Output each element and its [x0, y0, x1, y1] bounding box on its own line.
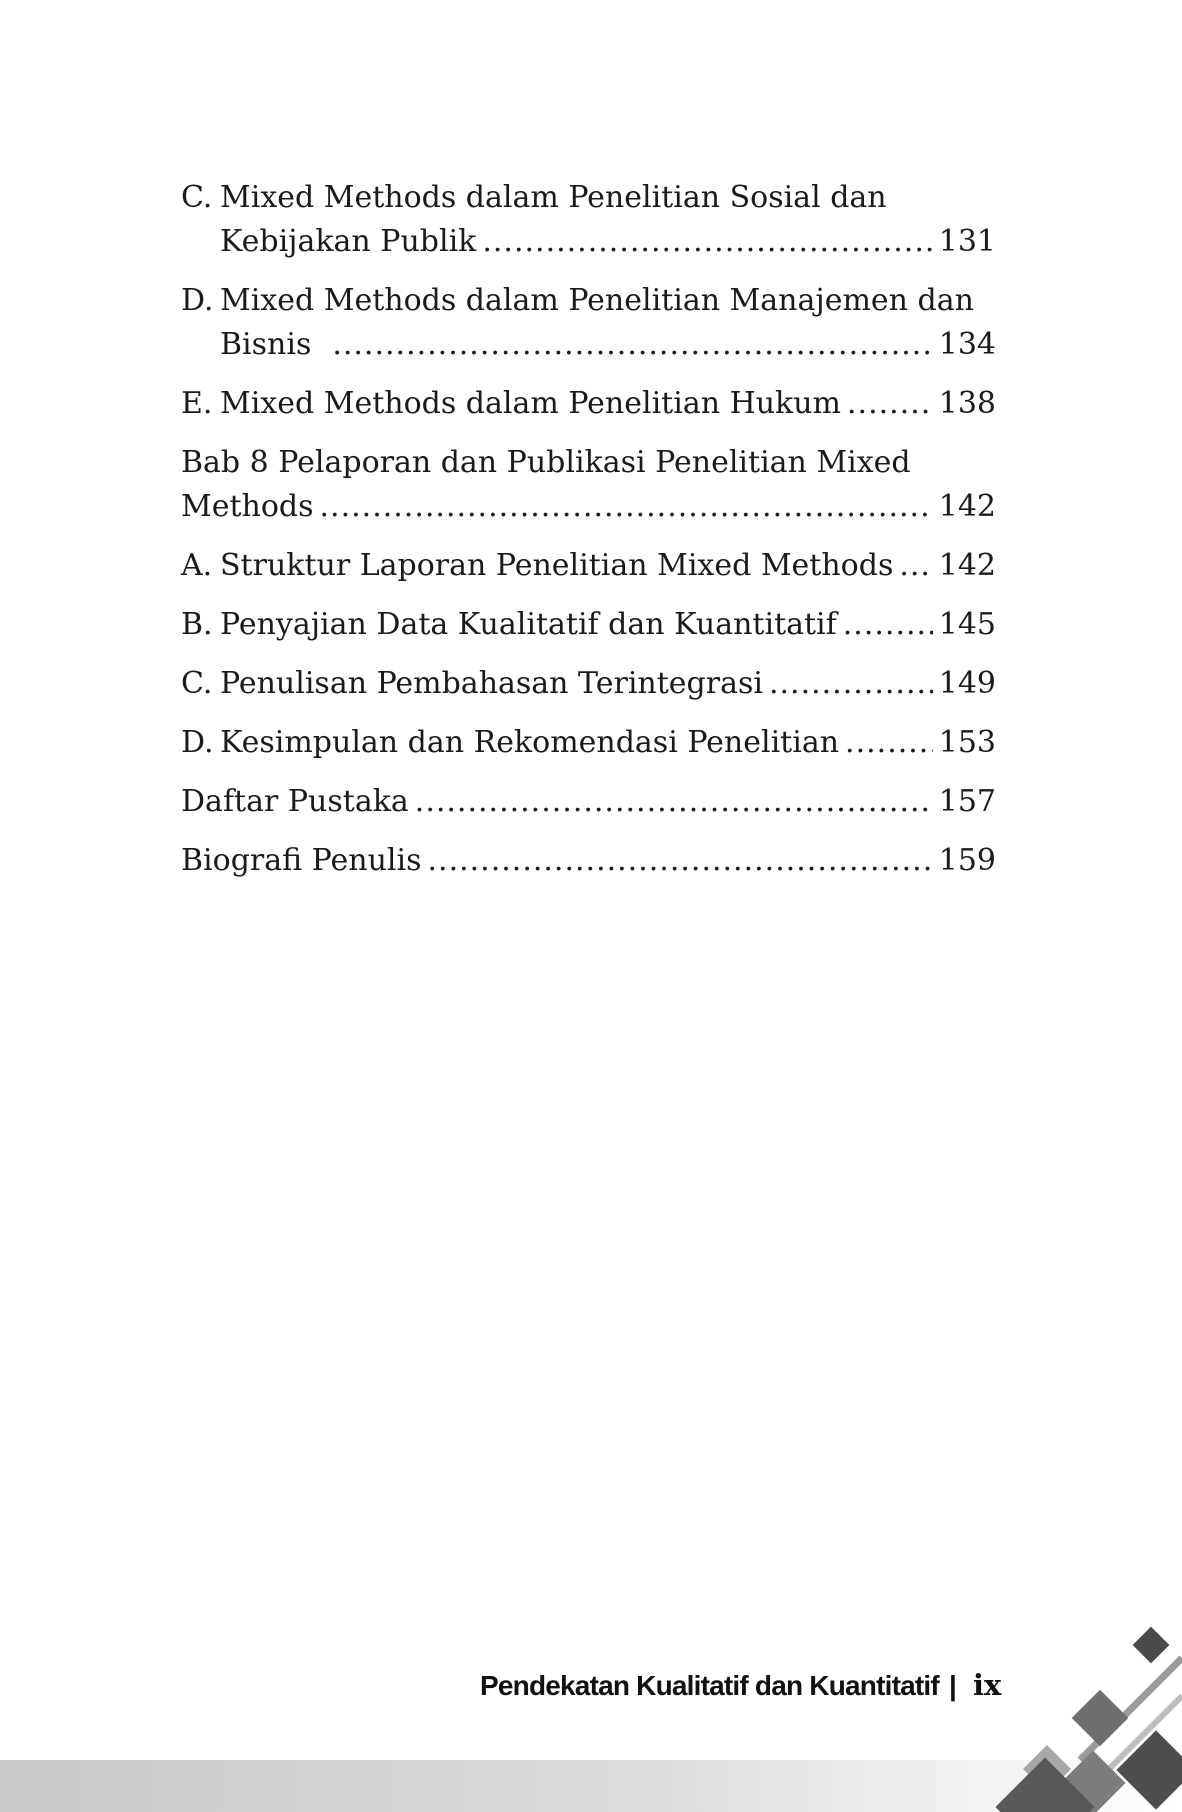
toc-page-number: 134 [938, 327, 996, 362]
toc-title-cont: Bisnis [220, 327, 312, 362]
toc-page-number: 142 [938, 548, 996, 583]
toc-letter: C. [181, 666, 213, 701]
toc-title: Biografi Penulis [181, 843, 422, 878]
toc-title: Daftar Pustaka [181, 784, 409, 819]
toc-title: Mixed Methods dalam Penelitian Manajemen dan [220, 283, 974, 318]
footer-book-title: Pendekatan Kualitatif dan Kuantitatif [480, 1670, 939, 1701]
toc-chapter-title: Bab 8 Pelaporan dan Publikasi Penelitian Mixed [181, 445, 911, 480]
toc-title: Kesimpulan dan Rekomendasi Penelitian [220, 725, 840, 760]
diamond-shape [1116, 1730, 1182, 1809]
toc-title: Penulisan Pembahasan Terintegrasi [220, 666, 763, 701]
toc-letter: A. [181, 548, 213, 583]
toc-letter: E. [181, 386, 213, 421]
toc-page-number: 131 [938, 224, 996, 259]
toc-title: Mixed Methods dalam Penelitian Sosial dan [220, 180, 887, 215]
toc-page-number: 138 [938, 386, 996, 421]
toc-letter: C. [181, 180, 213, 215]
toc-letter: B. [181, 607, 213, 642]
footer-separator: | [949, 1670, 957, 1701]
diamond-shape [1133, 1627, 1170, 1664]
toc-title-cont: Kebijakan Publik [220, 224, 477, 259]
toc-page-number: 145 [938, 607, 996, 642]
toc-title: Struktur Laporan Penelitian Mixed Methods [220, 548, 894, 583]
diamond-shape [1072, 1690, 1129, 1747]
toc-page-number: 149 [938, 666, 996, 701]
toc-letter: D. [181, 725, 214, 760]
toc-letter: D. [181, 283, 214, 318]
toc-page-number: 157 [938, 784, 996, 819]
toc-page-number: 153 [938, 725, 996, 760]
footer-page-number: ix [973, 1668, 1002, 1702]
toc-chapter-title-cont: Methods [181, 489, 314, 524]
toc-page-number: 142 [938, 489, 996, 524]
toc-title: Penyajian Data Kualitatif dan Kuantitatif [220, 607, 837, 642]
toc-title: Mixed Methods dalam Penelitian Hukum [220, 386, 842, 421]
toc-page-number: 159 [938, 843, 996, 878]
